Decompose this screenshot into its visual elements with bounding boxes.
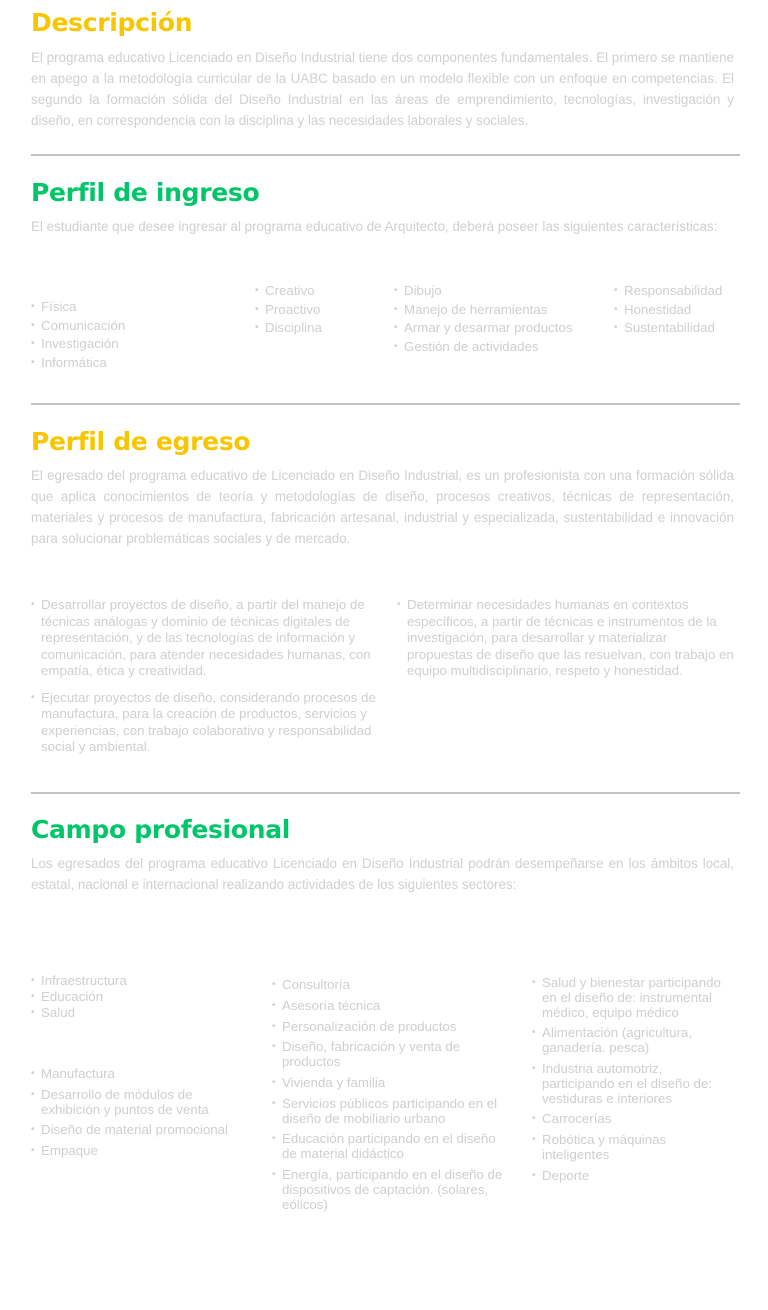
list-item: • Robótica y máquinas inteligentes — [532, 1133, 737, 1163]
list-item: • Servicios públicos participando en el diseño de mobiliario urbano — [272, 1097, 512, 1127]
list-item: • Diseño, fabricación y venta de productos — [272, 1040, 512, 1070]
list-item: • Dibujo — [394, 282, 604, 301]
list-item: • Educación — [31, 990, 231, 1005]
list-item: • Salud y bienestar participando en el diseño de: instrumental médico, equipo médico — [532, 976, 737, 1020]
divider — [31, 403, 740, 405]
list-item: • Responsabilidad — [614, 282, 744, 301]
list-item: • Ejecutar proyectos de diseño, considerando procesos de manufactura, para la creación de productos, servicios y experiencias, con trabajo colaborativo y responsabilidad social y ambiental. — [31, 690, 376, 756]
list-item: • Armar y desarmar productos — [394, 319, 604, 338]
campo-profesional-intro: Los egresados del programa educativo Licenciado en Diseño Industrial podrán desempeñarse en los ámbitos local, estatal, nacional e internacional realizando actividades de los siguientes sectores: — [31, 856, 734, 892]
divider — [31, 154, 740, 156]
list-item: • Desarrollar proyectos de diseño, a partir del manejo de técnicas análogas y dominio de técnicas digitales de representación, y de las tecnologías de información y comunicación, para atender necesidades humanas, con empatía, ética y creatividad. — [31, 597, 376, 680]
campo-profesional-list-1a — [31, 974, 231, 1021]
list-item: • Desarrollo de módulos de exhibición y puntos de venta — [31, 1088, 231, 1118]
list-item: • Física — [31, 298, 231, 317]
list-item: • Alimentación (agricultura, ganadería. pesca) — [532, 1026, 737, 1056]
list-item: • Informática — [31, 354, 231, 373]
perfil-egreso-list-left — [31, 597, 376, 766]
list-item: • Energía, participando en el diseño de dispositivos de captación. (solares, eólicos) — [272, 1168, 512, 1212]
list-item: • Investigación — [31, 335, 231, 354]
list-item: • Gestión de actividades — [394, 338, 604, 357]
divider — [31, 792, 740, 794]
list-item: • Determinar necesidades humanas en contextos específicos, a partir de técnicas e instrumentos de la investigación, para desarrollar y materializar propuestas de diseño que las resuelvan, con trabajo en equipo multidisciplinario, respeto y honestidad. — [397, 597, 734, 680]
list-item: • Consultoría — [272, 978, 512, 993]
list-item: • Manejo de herramientas — [394, 301, 604, 320]
perfil-ingreso-list-2 — [255, 282, 385, 338]
list-item: • Diseño de material promocional — [31, 1123, 231, 1138]
list-item: • Comunicación — [31, 317, 231, 336]
section-title-perfil-egreso: Perfil de egreso — [31, 427, 251, 456]
list-item: • Asesoría técnica — [272, 999, 512, 1014]
campo-profesional-list-1b — [31, 1067, 231, 1165]
perfil-ingreso-list-1 — [31, 298, 231, 373]
list-item: • Infraestructura — [31, 974, 231, 989]
list-item: • Educación participando en el diseño de material didáctico — [272, 1132, 512, 1162]
list-item: • Industria automotriz, participando en el diseño de: vestiduras e interiores — [532, 1062, 737, 1106]
campo-profesional-list-3 — [532, 976, 737, 1190]
section-title-campo-profesional: Campo profesional — [31, 815, 291, 844]
list-item: • Disciplina — [255, 319, 385, 338]
list-item: • Creativo — [255, 282, 385, 301]
list-item: • Deporte — [532, 1169, 737, 1184]
list-item: • Sustentabilidad — [614, 319, 744, 338]
perfil-ingreso-intro: El estudiante que desee ingresar al programa educativo de Arquitecto, deberá poseer las siguientes características: — [31, 219, 718, 234]
perfil-ingreso-list-4 — [614, 282, 744, 338]
perfil-egreso-intro: El egresado del programa educativo de Licenciado en Diseño Industrial, es un profesionista con una formación sólida que aplica conocimientos de teoría y metodologías de diseño, procesos creativos, técnicas de representación, materiales y procesos de manufactura, fabricación artesanal, industrial y especializada, sustentabilidad e innovación para solucionar problemáticas sociales y de mercado. — [31, 468, 734, 546]
perfil-ingreso-list-3 — [394, 282, 604, 357]
perfil-egreso-list-right — [397, 597, 734, 690]
list-item: • Proactivo — [255, 301, 385, 320]
section-title-perfil-ingreso: Perfil de ingreso — [31, 178, 260, 207]
campo-profesional-list-2 — [272, 978, 512, 1218]
section-title-descripcion: Descripción — [31, 8, 193, 37]
descripcion-text: El programa educativo Licenciado en Diseño Industrial tiene dos componentes fundamentales. El primero se mantiene en apego a la metodología curricular de la UABC basado en un modelo flexible con un enfoque en competencias. El segundo la formación sólida del Diseño Industrial en las áreas de emprendimiento, tecnologías, investigación y diseño, en correspondencia con la disciplina y las necesidades laborales y sociales. — [31, 50, 734, 128]
list-item: • Salud — [31, 1006, 231, 1021]
list-item: • Personalización de productos — [272, 1020, 512, 1035]
list-item: • Manufactura — [31, 1067, 231, 1082]
list-item: • Empaque — [31, 1144, 231, 1159]
list-item: • Carrocerías — [532, 1112, 737, 1127]
list-item: • Honestidad — [614, 301, 744, 320]
list-item: • Vivienda y familia — [272, 1076, 512, 1091]
